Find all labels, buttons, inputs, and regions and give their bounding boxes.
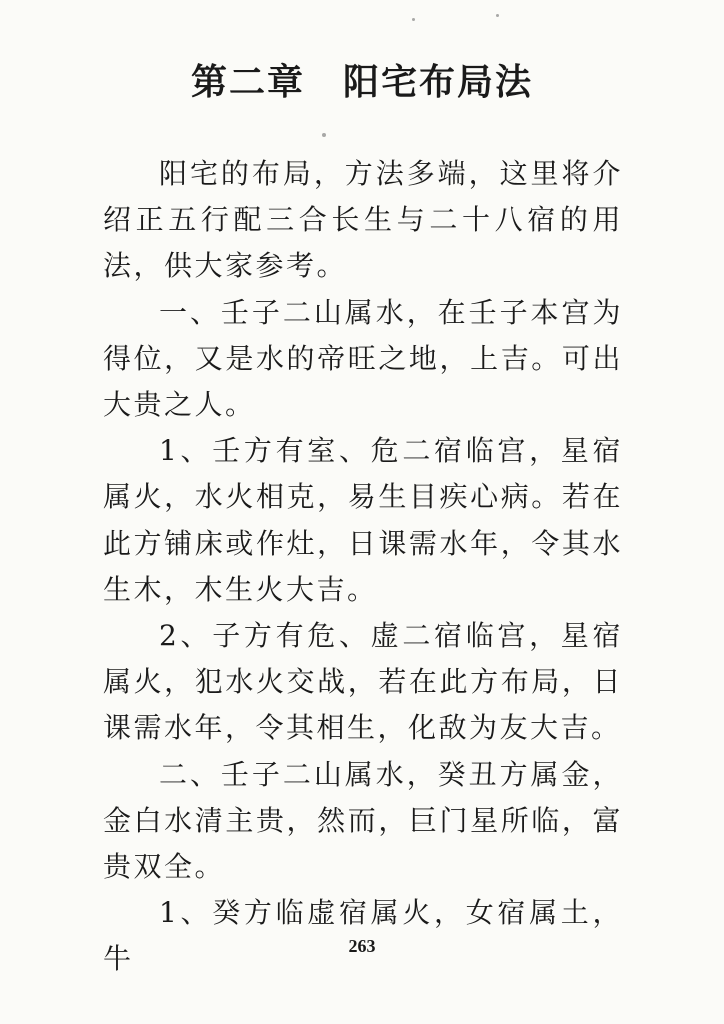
scan-speck bbox=[496, 14, 499, 17]
scan-speck bbox=[412, 18, 415, 21]
paragraph: 1、壬方有室、危二宿临宫，星宿属火，水火相克，易生目疾心病。若在此方铺床或作灶，日课需水年，令其水生木，木生火大吉。 bbox=[103, 434, 623, 606]
paragraph: 2、子方有危、虚二宿临宫，星宿属火，犯水火交战，若在此方布局，日课需水年，令其相生，化敌为友大吉。 bbox=[103, 619, 623, 745]
scan-speck bbox=[322, 133, 326, 137]
body-text bbox=[103, 151, 623, 983]
paragraph: 一、壬子二山属水，在壬子本宫为得位，又是水的帝旺之地，上吉。可出大贵之人。 bbox=[103, 295, 623, 422]
paragraph: 1、癸方临虚宿属火，女宿属土，牛 bbox=[103, 896, 623, 976]
page-number: 263 bbox=[348, 936, 376, 956]
chapter-title: 第二章 阳宅布局法 bbox=[190, 61, 533, 103]
paragraph: 阳宅的布局，方法多端，这里将介绍正五行配三合长生与二十八宿的用法，供大家参考。 bbox=[103, 157, 623, 283]
paragraph: 二、壬子二山属水，癸丑方属金，金白水清主贵，然而，巨门星所临，富贵双全。 bbox=[103, 757, 623, 884]
